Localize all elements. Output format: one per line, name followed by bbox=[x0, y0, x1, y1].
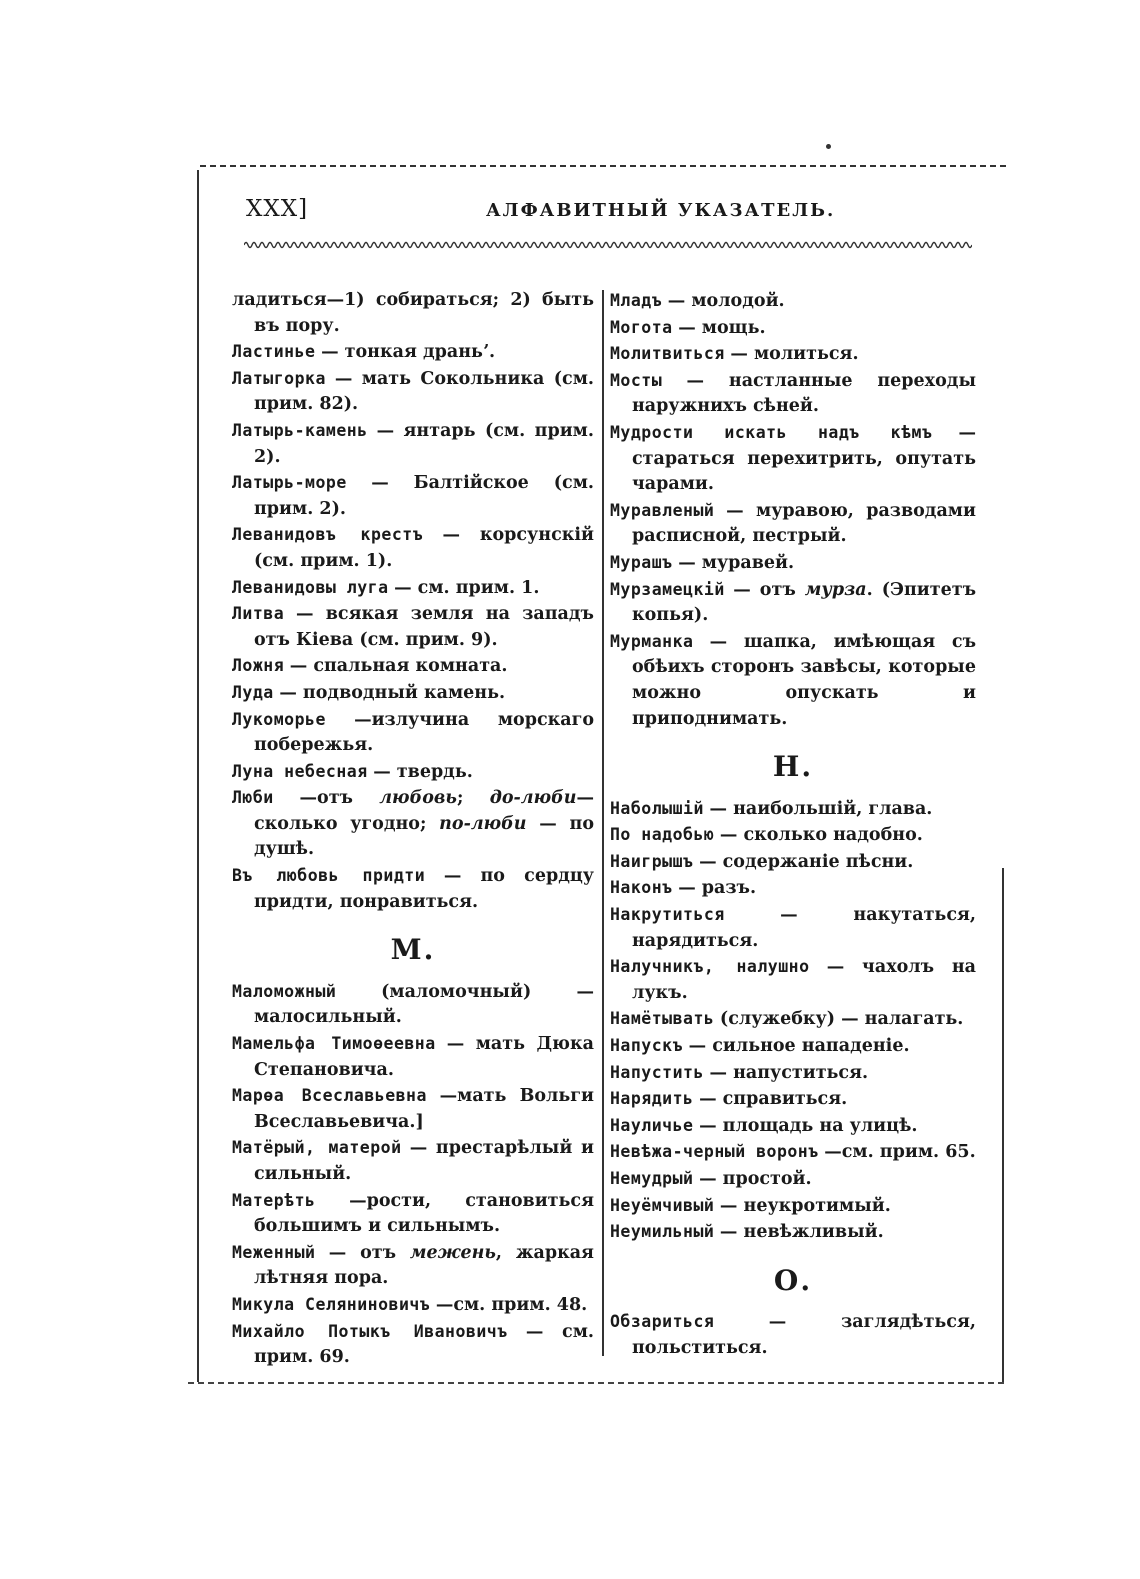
entry-definition: ; bbox=[456, 788, 490, 809]
entry-definition: — мать Дюка Степановича. bbox=[254, 1034, 594, 1080]
entry-definition: —излучина морскаго побережья. bbox=[254, 709, 594, 756]
entry-headword: Науличье bbox=[610, 1115, 694, 1135]
dictionary-entry bbox=[610, 796, 976, 823]
dictionary-entry bbox=[610, 1219, 976, 1246]
entries-m-continued bbox=[610, 288, 976, 732]
dictionary-entry bbox=[610, 902, 976, 954]
entry-definition: — площадь на улицѣ. bbox=[699, 1115, 918, 1136]
entry-headword: Леванидовъ крестъ bbox=[232, 525, 424, 545]
entry-definition: — корсунскій (см. прим. 1). bbox=[254, 525, 594, 571]
entry-headword: Луна небесная bbox=[232, 761, 368, 781]
dictionary-entry bbox=[610, 1166, 976, 1193]
dictionary-entry bbox=[610, 550, 976, 577]
dictionary-entry bbox=[610, 1060, 976, 1087]
entry-headword: Нарядить bbox=[610, 1089, 694, 1109]
dictionary-entry bbox=[610, 1193, 976, 1220]
entry-definition: —сколько угодно; bbox=[254, 788, 594, 834]
entries-n bbox=[610, 796, 976, 1246]
entry-definition: — неукротимый. bbox=[719, 1195, 891, 1216]
entry-definition: — невѣжливый. bbox=[719, 1222, 884, 1243]
entry-headword: Маломожный bbox=[232, 981, 337, 1001]
entry-definition: — заглядѣться, польститься. bbox=[632, 1312, 976, 1358]
entry-definition: — мать Сокольника (см. прим. 82). bbox=[254, 368, 594, 415]
entry-headword: Намётывать bbox=[610, 1009, 715, 1029]
entry-headword: Ластинье bbox=[232, 342, 316, 362]
entry-definition: — престарѣлый и сильный. bbox=[254, 1138, 594, 1184]
top-dashed-rule bbox=[200, 165, 1006, 167]
entry-definition: (маломочный) — малосильный. bbox=[254, 981, 594, 1028]
dictionary-entry bbox=[232, 1135, 594, 1187]
entry-definition: (служебку) — налагать. bbox=[719, 1009, 964, 1030]
dictionary-entry bbox=[232, 288, 594, 339]
entry-definition: — чахолъ на лукъ. bbox=[632, 957, 976, 1003]
entries-o bbox=[610, 1309, 976, 1361]
entry-etymon: любовь bbox=[379, 788, 457, 809]
entry-headword: Налучникъ, налушно bbox=[610, 957, 810, 977]
entry-definition: — молиться. bbox=[730, 344, 859, 365]
entry-definition: — содержаніе пѣсни. bbox=[699, 851, 914, 872]
entry-headword: Лукоморье bbox=[232, 709, 326, 729]
entry-etymon: мурза bbox=[804, 579, 867, 600]
entry-definition: — всякая земля на западъ отъ Кіева (см. прим. 9). bbox=[254, 604, 594, 650]
entry-definition: — справиться. bbox=[699, 1089, 848, 1110]
entry-definition: — Балтійское (см. прим. 2). bbox=[254, 473, 594, 519]
entry-definition: ладиться—1) собираться; 2) быть въ пору. bbox=[232, 290, 594, 336]
entry-definition: — мощь. bbox=[678, 317, 766, 338]
entry-headword: Невѣжа-черный воронъ bbox=[610, 1142, 819, 1162]
entry-headword: Леванидовы луга bbox=[232, 577, 389, 597]
entry-definition: — см. прим. 1. bbox=[394, 577, 540, 598]
entry-headword: Ложня bbox=[232, 656, 285, 676]
entry-headword: Младъ bbox=[610, 291, 663, 310]
entry-definition: — по сердцу придти, понравиться. bbox=[254, 866, 594, 912]
entry-headword: Литва bbox=[232, 604, 285, 624]
entry-definition: — разъ. bbox=[678, 878, 757, 899]
entry-etymon: межень bbox=[409, 1242, 496, 1263]
entry-headword: Латырь-море bbox=[232, 473, 347, 493]
page-title: АЛФАВИТНЫЙ УКАЗАТЕЛЬ. bbox=[486, 200, 836, 221]
entries-m bbox=[232, 979, 594, 1371]
right-column bbox=[610, 288, 976, 1362]
dictionary-entry bbox=[232, 785, 594, 863]
dictionary-entry bbox=[610, 420, 976, 498]
entry-headword: Мурманка bbox=[610, 631, 694, 651]
dictionary-entry bbox=[232, 575, 594, 602]
entry-definition: — подводный камень. bbox=[279, 682, 506, 703]
entry-headword: Напускъ bbox=[610, 1036, 684, 1056]
entry-definition: —см. прим. 48. bbox=[435, 1294, 588, 1315]
entry-definition: —см. прим. 65. bbox=[824, 1142, 976, 1163]
dictionary-entry bbox=[610, 954, 976, 1006]
entry-headword: Наигрышъ bbox=[610, 851, 694, 871]
dictionary-entry bbox=[232, 470, 594, 522]
entry-headword: Мурашъ bbox=[610, 552, 673, 572]
entry-definition: , жаркая лѣтняя пора. bbox=[254, 1242, 594, 1289]
entry-definition: — простой. bbox=[699, 1169, 812, 1189]
entry-headword: Михайло Потыкъ Ивановичъ bbox=[232, 1321, 508, 1341]
entry-definition: — муравою, разводами расписной, пестрый. bbox=[632, 500, 976, 547]
column-divider bbox=[602, 290, 604, 1356]
dictionary-entry bbox=[232, 979, 594, 1031]
entry-headword: Напустить bbox=[610, 1062, 704, 1082]
entry-headword: Луда bbox=[232, 682, 274, 702]
entry-definition: — тонкая драньʼ. bbox=[321, 342, 496, 363]
dictionary-entry bbox=[232, 1083, 594, 1135]
dictionary-entry bbox=[610, 368, 976, 420]
wavy-rule bbox=[244, 238, 972, 252]
entry-definition: — по душѣ. bbox=[254, 813, 594, 860]
dictionary-entry bbox=[232, 522, 594, 574]
dictionary-entry bbox=[232, 418, 594, 470]
dictionary-entry bbox=[232, 1292, 594, 1319]
entry-definition: — см. прим. 69. bbox=[254, 1321, 594, 1368]
entry-headword: Люби bbox=[232, 788, 274, 808]
entry-definition: — муравей. bbox=[678, 552, 795, 573]
letter-heading-n: Н. bbox=[772, 750, 814, 784]
entries-l bbox=[232, 288, 594, 915]
dictionary-entry bbox=[232, 1188, 594, 1240]
entry-definition: — накутаться, нарядиться. bbox=[632, 905, 976, 951]
entry-definition: — молодой. bbox=[667, 291, 785, 311]
entry-headword: Накрутиться bbox=[610, 905, 725, 925]
entry-definition: — стараться перехитрить, опутать чарами. bbox=[632, 422, 976, 495]
entry-headword: Матерѣть bbox=[232, 1190, 316, 1210]
entry-definition: . (Эпитетъ копья). bbox=[632, 579, 976, 626]
entry-definition: — шапка, имѣющая съ обѣихъ сторонъ завѣсы, которые можно опускать и приподнимать. bbox=[632, 631, 976, 729]
entry-headword: Микула Селяниновичъ bbox=[232, 1294, 431, 1314]
entry-headword: Латыгорка bbox=[232, 368, 326, 388]
entry-headword: Могота bbox=[610, 317, 673, 337]
dictionary-entry bbox=[610, 341, 976, 368]
dictionary-entry bbox=[610, 1113, 976, 1140]
dictionary-entry bbox=[610, 1006, 976, 1033]
entry-headword: Неумильный bbox=[610, 1222, 715, 1242]
dictionary-entry bbox=[610, 315, 976, 342]
entry-headword: Неуёмчивый bbox=[610, 1195, 715, 1215]
dictionary-entry bbox=[232, 863, 594, 915]
dictionary-entry bbox=[232, 707, 594, 759]
entry-definition: —рости, становиться большимъ и сильнымъ. bbox=[254, 1190, 594, 1237]
dictionary-entry bbox=[610, 849, 976, 876]
entry-definition: — сколько надобно. bbox=[719, 825, 923, 846]
entry-definition: —отъ bbox=[299, 788, 380, 809]
dictionary-entry bbox=[232, 366, 594, 418]
entry-headword: Мосты bbox=[610, 370, 663, 390]
dictionary-entry bbox=[232, 759, 594, 786]
letter-heading-m: М. bbox=[390, 933, 436, 967]
entry-definition: — отъ bbox=[328, 1242, 410, 1263]
dictionary-entry bbox=[610, 577, 976, 629]
dictionary-entry bbox=[610, 1086, 976, 1113]
entry-headword: По надобью bbox=[610, 825, 715, 845]
right-frame-line bbox=[1002, 868, 1004, 1382]
entry-headword: Мурзамецкій bbox=[610, 579, 725, 599]
dictionary-entry bbox=[232, 1240, 594, 1292]
left-frame-line bbox=[197, 170, 199, 1382]
entry-headword: Наконъ bbox=[610, 878, 673, 898]
entry-definition: — отъ bbox=[733, 579, 805, 600]
entry-headword: Латырь-камень bbox=[232, 420, 368, 440]
dictionary-entry bbox=[610, 498, 976, 550]
entry-headword: Мудрости искать надъ кѣмъ bbox=[610, 422, 933, 442]
dictionary-entry bbox=[232, 1031, 594, 1083]
entry-definition: — твердь. bbox=[373, 761, 473, 782]
entry-headword: Мамельфа Тимоѳеевна bbox=[232, 1034, 436, 1054]
entry-etymon: до-люби bbox=[489, 788, 577, 809]
entry-headword: Молитвиться bbox=[610, 344, 725, 364]
left-column bbox=[232, 288, 594, 1371]
dictionary-entry bbox=[610, 875, 976, 902]
entry-headword: Наболышій bbox=[610, 798, 704, 818]
entry-headword: Матёрый, матерой bbox=[232, 1138, 402, 1158]
dictionary-entry bbox=[610, 629, 976, 732]
dictionary-entry bbox=[232, 653, 594, 680]
entry-headword: Марѳа Всеславьевна bbox=[232, 1086, 427, 1106]
letter-heading-o: О. bbox=[773, 1263, 813, 1297]
dictionary-entry bbox=[232, 1319, 594, 1371]
entry-definition: — спальная комната. bbox=[289, 656, 508, 677]
bottom-dashed-rule bbox=[188, 1382, 1004, 1384]
dictionary-entry bbox=[610, 1033, 976, 1060]
entry-headword: Обзариться bbox=[610, 1312, 715, 1332]
entry-definition: — наибольшій, глава. bbox=[709, 798, 933, 819]
entry-definition: — напуститься. bbox=[709, 1062, 869, 1083]
dictionary-entry bbox=[232, 601, 594, 653]
dictionary-entry bbox=[232, 339, 594, 366]
entry-definition: — янтарь (см. прим. 2). bbox=[254, 420, 594, 467]
entry-headword: Немудрый bbox=[610, 1169, 694, 1188]
dictionary-entry bbox=[610, 288, 976, 315]
dictionary-entry bbox=[610, 822, 976, 849]
dictionary-entry bbox=[610, 1139, 976, 1166]
entry-definition: — сильное нападеніе. bbox=[688, 1036, 910, 1057]
dictionary-entry bbox=[610, 1309, 976, 1361]
entry-headword: Меженный bbox=[232, 1242, 316, 1262]
dictionary-entry bbox=[232, 680, 594, 707]
speck-mark bbox=[826, 144, 831, 149]
entry-etymon: по-люби bbox=[439, 813, 527, 834]
entry-headword: Въ любовь придти bbox=[232, 866, 426, 886]
entry-definition: —мать Вольги Всеславьевича.] bbox=[254, 1086, 594, 1132]
entry-headword: Муравленый bbox=[610, 500, 715, 520]
page-number: XXX] bbox=[246, 196, 309, 222]
entry-definition: — настланные переходы наружнихъ сѣней. bbox=[632, 370, 976, 417]
